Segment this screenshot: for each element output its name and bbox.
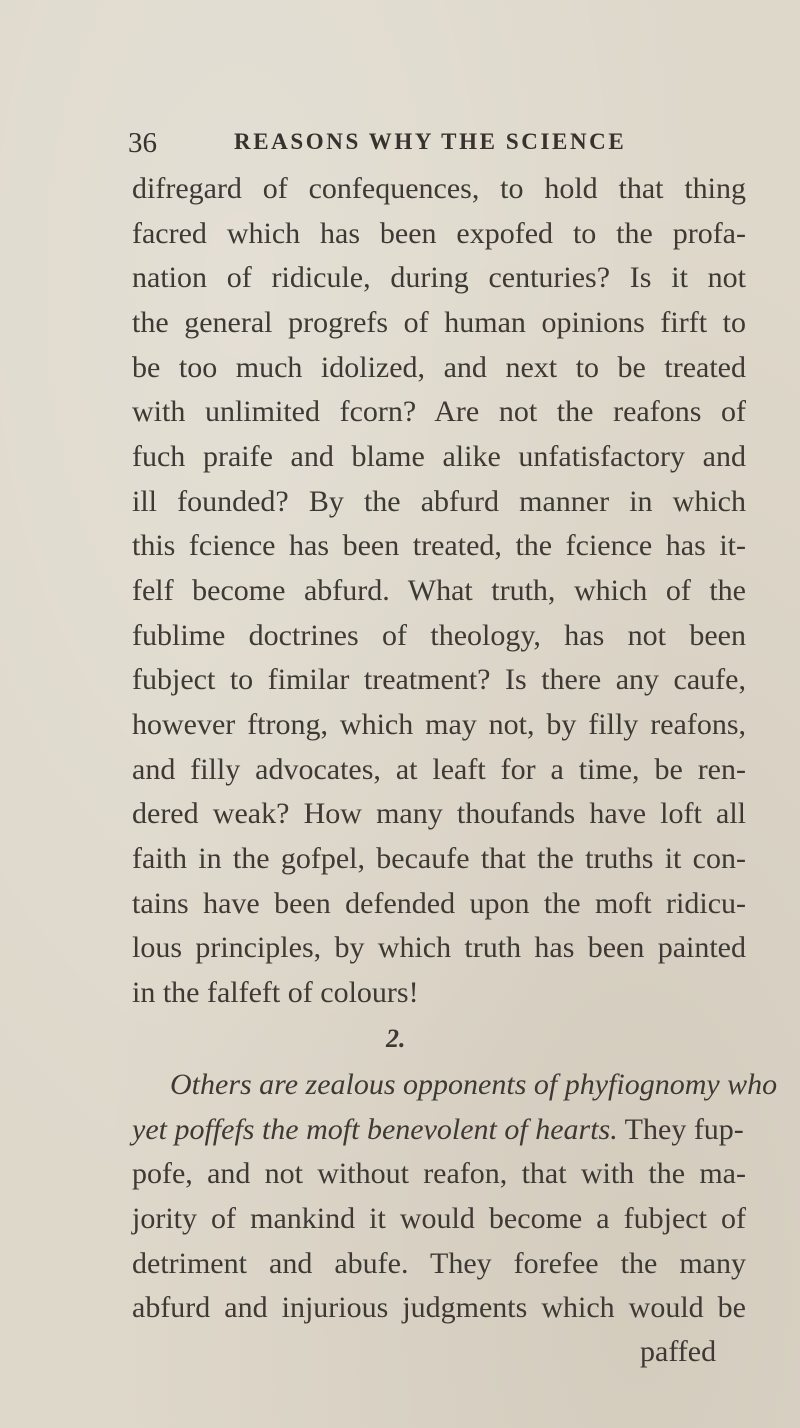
text-line-mixed: [132, 1109, 746, 1151]
text-line: tains have been defended upon the moft ridicu-: [132, 887, 746, 920]
text-line: dered weak? How many thoufands have loft all: [132, 797, 746, 830]
catchword: paffed: [640, 1335, 717, 1368]
text-line: difregard of confequences, to hold that thing: [132, 172, 746, 205]
text-line: and filly advocates, at leaft for a time, be ren-: [132, 753, 746, 786]
text-line: nation of ridicule, during centuries? Is it not: [132, 261, 746, 294]
text-line: in the falfeft of colours!: [132, 976, 419, 1009]
text-line: fublime doctrines of theology, has not been: [132, 619, 746, 652]
page-number: 36: [128, 127, 157, 159]
text-line: fubject to fimilar treatment? Is there any caufe,: [132, 663, 746, 696]
text-line: faith in the gofpel, becaufe that the truths it con-: [132, 842, 746, 875]
section-number: 2.: [386, 1024, 406, 1053]
text-phrase: They fup-: [617, 1113, 744, 1146]
text-line: however ftrong, which may not, by filly reafons,: [132, 708, 746, 741]
text-line: pofe, and not without reafon, that with the ma-: [132, 1157, 746, 1190]
text-line: facred which has been expofed to the profa-: [132, 217, 746, 250]
text-line: lous principles, by which truth has been painted: [132, 931, 746, 964]
text-line: be too much idolized, and next to be treated: [132, 351, 746, 384]
page-header: [128, 127, 748, 161]
text-line: felf become abfurd. What truth, which of the: [132, 574, 746, 607]
text-line: with unlimited fcorn? Are not the reafons of: [132, 395, 746, 428]
text-line: jority of mankind it would become a fubject of: [132, 1202, 746, 1235]
text-line: abfurd and injurious judgments which would be: [132, 1291, 746, 1324]
text-line: the general progrefs of human opinions firft to: [132, 306, 746, 339]
text-line: fuch praife and blame alike unfatisfactory and: [132, 440, 746, 473]
running-head: REASONS WHY THE SCIENCE: [234, 129, 627, 154]
italic-phrase: yet poffefs the moft benevolent of hearts.: [132, 1113, 618, 1146]
text-line: ill founded? By the abfurd manner in which: [132, 485, 746, 518]
text-line-italic: Others are zealous opponents of phyfiognomy who: [170, 1068, 778, 1101]
text-line: this fcience has been treated, the fcience has it-: [132, 529, 746, 562]
text-line: detriment and abufe. They forefee the many: [132, 1247, 746, 1280]
